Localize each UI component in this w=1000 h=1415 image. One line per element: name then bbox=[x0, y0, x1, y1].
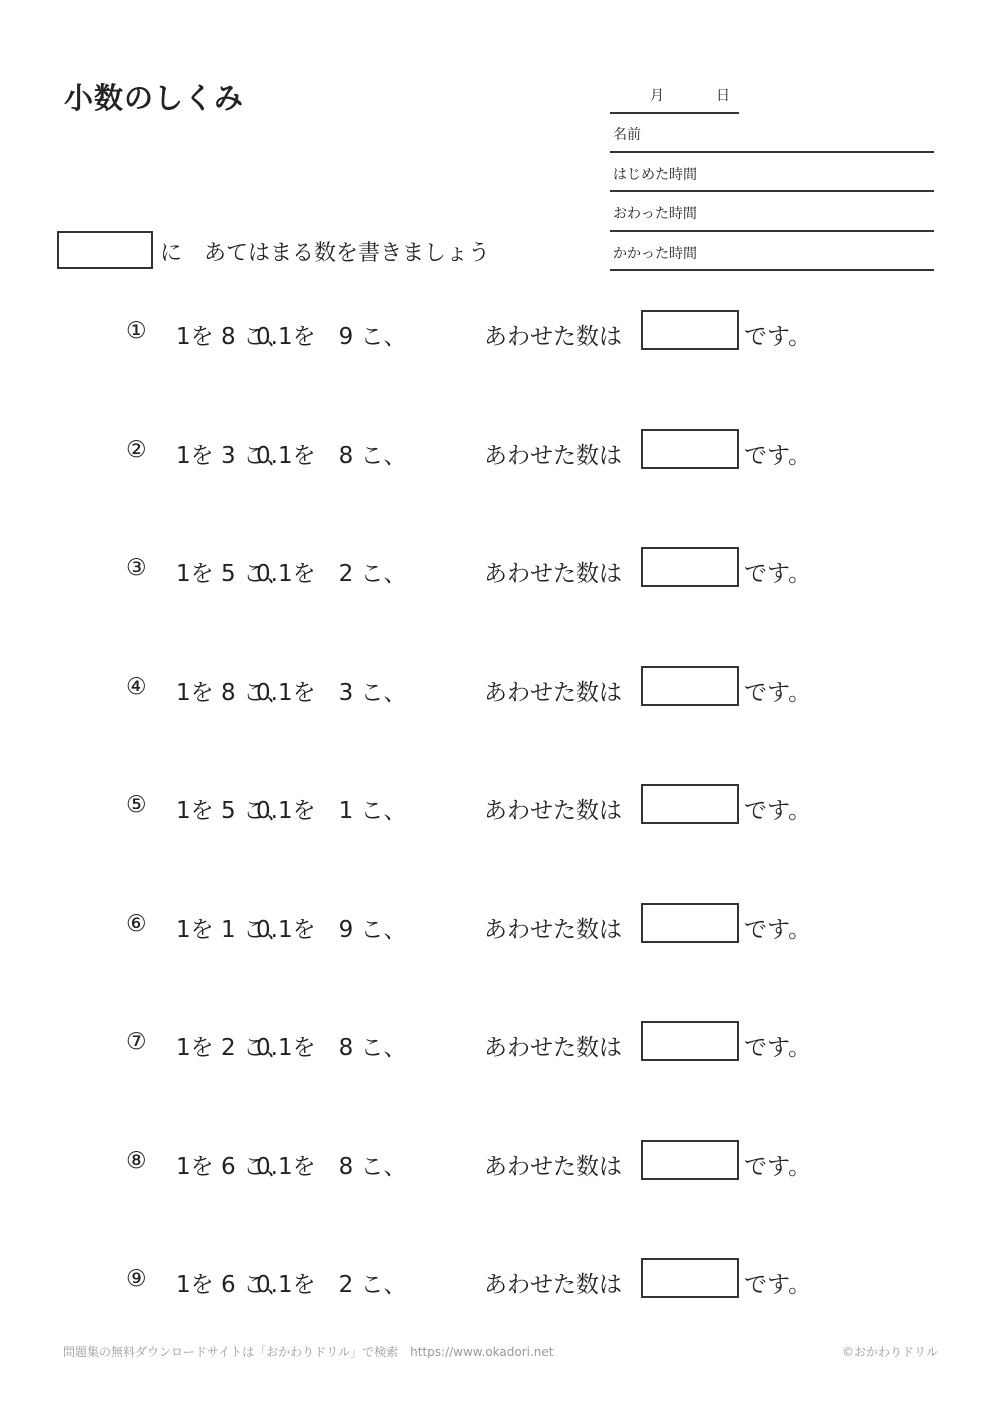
end-time-line[interactable] bbox=[610, 230, 934, 232]
name-label: 名前 bbox=[613, 127, 641, 143]
question-ending: です。 bbox=[744, 917, 812, 943]
name-line[interactable] bbox=[610, 151, 934, 153]
start-time-label: はじめた時間 bbox=[613, 167, 697, 183]
question-row bbox=[0, 1021, 1000, 1063]
question-ones: 1を 8 こ、 bbox=[176, 680, 289, 706]
question-ones: 1を 1 こ、 bbox=[176, 917, 289, 943]
start-time-line[interactable] bbox=[610, 190, 934, 192]
question-ones: 1を 2 こ、 bbox=[176, 1035, 289, 1061]
question-tenths: 0.1を 2 こ、 bbox=[256, 561, 407, 587]
question-combined: あわせた数は bbox=[484, 1154, 622, 1180]
question-tenths: 0.1を 8 こ、 bbox=[256, 1035, 407, 1061]
question-ones: 1を 3 こ、 bbox=[176, 443, 289, 469]
question-ones: 1を 5 こ、 bbox=[176, 561, 289, 587]
question-tenths: 0.1を 9 こ、 bbox=[256, 917, 407, 943]
question-combined: あわせた数は bbox=[484, 798, 622, 824]
question-tenths: 0.1を 9 こ、 bbox=[256, 324, 407, 350]
question-row bbox=[0, 1140, 1000, 1182]
elapsed-time-line[interactable] bbox=[610, 269, 934, 271]
question-row bbox=[0, 547, 1000, 589]
date-day-label: 日 bbox=[716, 88, 730, 104]
date-month-label: 月 bbox=[650, 88, 664, 104]
question-tenths: 0.1を 3 こ、 bbox=[256, 680, 407, 706]
date-line bbox=[610, 112, 739, 114]
question-row bbox=[0, 1258, 1000, 1300]
question-ones: 1を 5 こ、 bbox=[176, 798, 289, 824]
question-combined: あわせた数は bbox=[484, 1272, 622, 1298]
footer-copyright: ©おかわりドリル bbox=[842, 1345, 939, 1359]
question-ending: です。 bbox=[744, 443, 812, 469]
question-number: ② bbox=[126, 437, 147, 463]
question-tenths: 0.1を 8 こ、 bbox=[256, 443, 407, 469]
elapsed-time-label: かかった時間 bbox=[613, 246, 697, 262]
question-ending: です。 bbox=[744, 680, 812, 706]
instruction-sample-box bbox=[57, 231, 153, 269]
answer-box[interactable] bbox=[641, 1021, 739, 1061]
question-number: ⑧ bbox=[126, 1148, 147, 1174]
question-combined: あわせた数は bbox=[484, 680, 622, 706]
question-number: ⑤ bbox=[126, 792, 147, 818]
question-combined: あわせた数は bbox=[484, 917, 622, 943]
question-tenths: 0.1を 2 こ、 bbox=[256, 1272, 407, 1298]
question-number: ① bbox=[126, 318, 147, 344]
answer-box[interactable] bbox=[641, 666, 739, 706]
question-combined: あわせた数は bbox=[484, 443, 622, 469]
question-row bbox=[0, 903, 1000, 945]
question-ending: です。 bbox=[744, 1272, 812, 1298]
footer-site-text: 問題集の無料ダウンロードサイトは「おかわりドリル」で検索 https://www.okadori.net bbox=[63, 1345, 554, 1359]
question-combined: あわせた数は bbox=[484, 561, 622, 587]
answer-box[interactable] bbox=[641, 784, 739, 824]
question-number: ④ bbox=[126, 674, 147, 700]
question-row bbox=[0, 429, 1000, 471]
question-combined: あわせた数は bbox=[484, 324, 622, 350]
question-row bbox=[0, 666, 1000, 708]
question-ending: です。 bbox=[744, 1035, 812, 1061]
answer-box[interactable] bbox=[641, 310, 739, 350]
question-tenths: 0.1を 8 こ、 bbox=[256, 1154, 407, 1180]
page-title: 小数のしくみ bbox=[64, 81, 245, 115]
question-ending: です。 bbox=[744, 561, 812, 587]
question-tenths: 0.1を 1 こ、 bbox=[256, 798, 407, 824]
answer-box[interactable] bbox=[641, 429, 739, 469]
question-row bbox=[0, 784, 1000, 826]
answer-box[interactable] bbox=[641, 903, 739, 943]
question-combined: あわせた数は bbox=[484, 1035, 622, 1061]
question-number: ⑥ bbox=[126, 911, 147, 937]
question-ones: 1を 8 こ、 bbox=[176, 324, 289, 350]
question-ending: です。 bbox=[744, 1154, 812, 1180]
answer-box[interactable] bbox=[641, 547, 739, 587]
question-ending: です。 bbox=[744, 324, 812, 350]
question-ones: 1を 6 こ、 bbox=[176, 1154, 289, 1180]
end-time-label: おわった時間 bbox=[613, 206, 697, 222]
question-number: ⑦ bbox=[126, 1029, 147, 1055]
question-number: ⑨ bbox=[126, 1266, 147, 1292]
question-ones: 1を 6 こ、 bbox=[176, 1272, 289, 1298]
instruction-text: に あてはまる数を書きましょう bbox=[160, 241, 491, 266]
question-ending: です。 bbox=[744, 798, 812, 824]
question-row bbox=[0, 310, 1000, 352]
answer-box[interactable] bbox=[641, 1140, 739, 1180]
answer-box[interactable] bbox=[641, 1258, 739, 1298]
question-number: ③ bbox=[126, 555, 147, 581]
